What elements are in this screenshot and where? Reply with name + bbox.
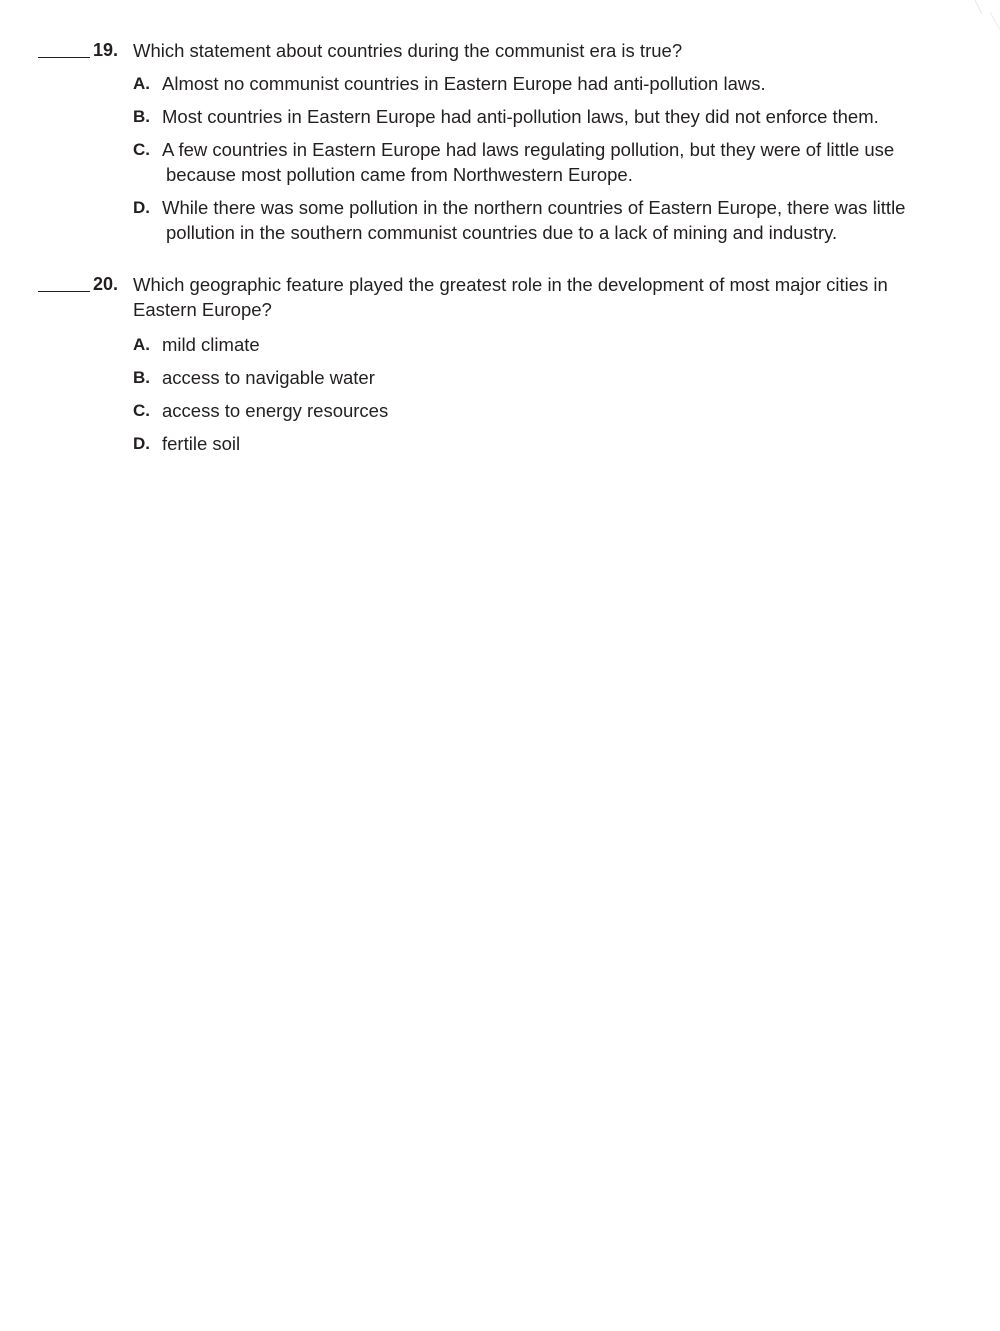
option-text: mild climate: [162, 334, 260, 355]
option-text: Most countries in Eastern Europe had anti-pollution laws, but they did not enforce them.: [162, 106, 879, 127]
question-text: Which statement about countries during the communist era is true?: [133, 40, 683, 61]
option-letter: D.: [133, 198, 150, 217]
answer-options: [0, 332, 1000, 456]
option-letter: D.: [133, 434, 150, 453]
option-letter: B.: [133, 107, 150, 126]
answer-option-c: [0, 398, 1000, 423]
answer-option-d: [0, 431, 1000, 456]
answer-blank[interactable]: [38, 291, 90, 292]
option-letter: A.: [133, 74, 150, 93]
answer-option-b: [0, 104, 1000, 129]
question-number: 19.: [93, 40, 119, 60]
answer-option-a: [0, 332, 1000, 357]
question-number: 20.: [93, 274, 119, 294]
option-letter: A.: [133, 335, 150, 354]
answer-options: [0, 71, 1000, 245]
answer-option-b: [0, 365, 1000, 390]
option-letter: B.: [133, 368, 150, 387]
option-text: access to navigable water: [162, 367, 375, 388]
answer-option-c: [0, 137, 1000, 187]
option-text: access to energy resources: [162, 400, 389, 421]
question-stem: [0, 272, 1000, 322]
page-corner-decoration: [920, 0, 1000, 40]
answer-option-d: [0, 195, 1000, 245]
option-letter: C.: [133, 140, 150, 159]
option-text: A few countries in Eastern Europe had laws regulating pollution, but they were of little use because most pollution came from Northwestern Europe.: [162, 139, 895, 185]
answer-blank[interactable]: [38, 57, 90, 58]
question-19: [0, 38, 1000, 253]
answer-option-a: [0, 71, 1000, 96]
option-text: fertile soil: [162, 433, 241, 454]
question-20: [0, 272, 1000, 464]
option-letter: C.: [133, 401, 150, 420]
question-stem: [0, 38, 1000, 63]
question-text: Which geographic feature played the greatest role in the development of most major cities in Eastern Europe?: [133, 274, 888, 320]
option-text: While there was some pollution in the northern countries of Eastern Europe, there was little pollution in the southern communist countries due to a lack of mining and industry.: [162, 197, 906, 243]
option-text: Almost no communist countries in Eastern Europe had anti-pollution laws.: [162, 73, 766, 94]
